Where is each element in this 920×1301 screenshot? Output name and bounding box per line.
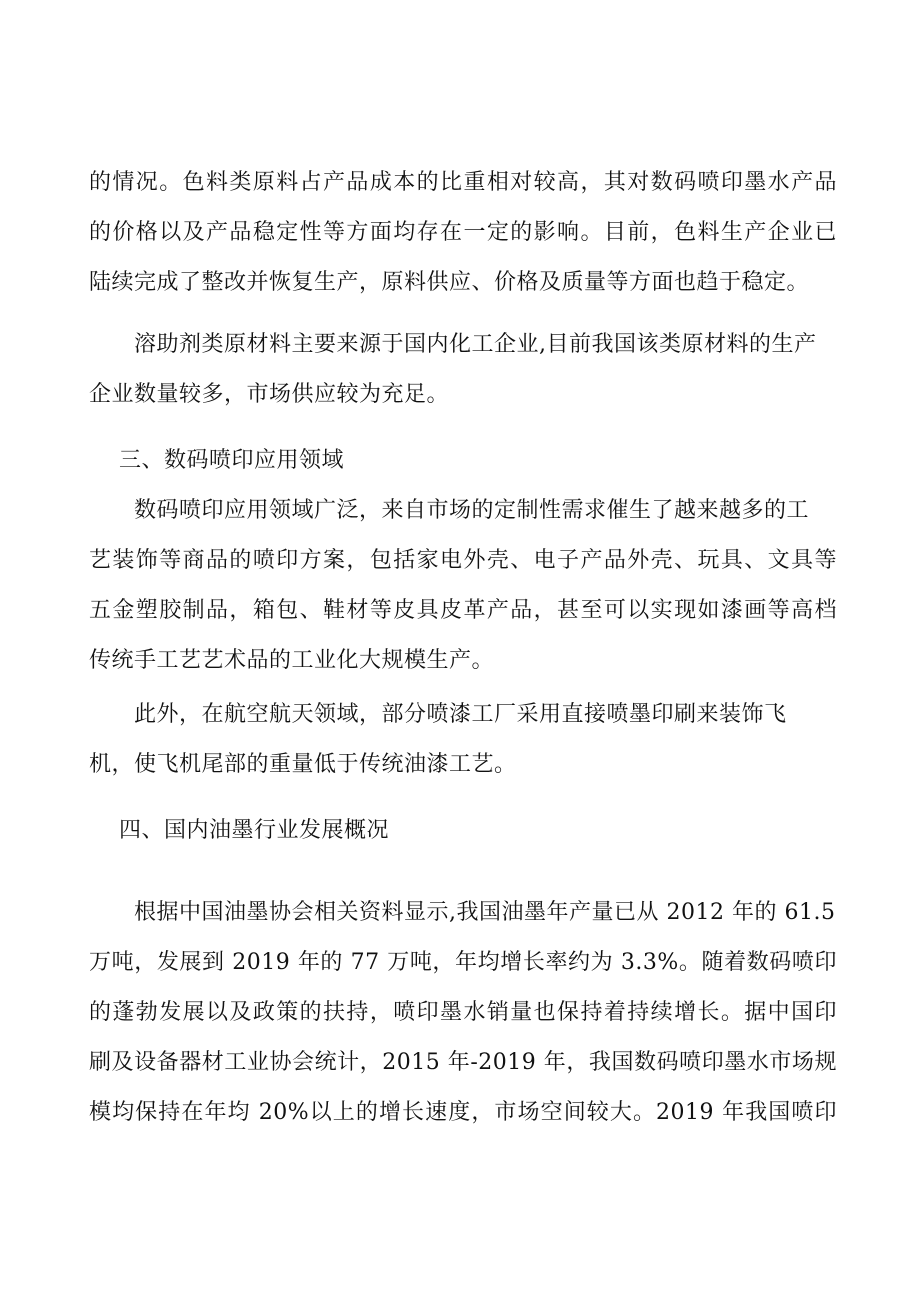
paragraph-3-line-1: 数码喷印应用领域广泛，来自市场的定制性需求催生了越来越多的工 [134, 498, 810, 523]
section-heading-3: 三、数码喷印应用领域 [119, 448, 345, 473]
paragraph-4-line-1: 此外，在航空航天领域，部分喷漆工厂采用直接喷墨印刷来装饰飞 [134, 702, 787, 727]
paragraph-1-line-3: 陆续完成了整改并恢复生产，原料供应、价格及质量等方面也趋于稳定。 [89, 270, 810, 295]
paragraph-1-line-1: 的情况。色料类原料占产品成本的比重相对较高，其对数码喷印墨水产品 [89, 170, 837, 195]
paragraph-5-line-1: 根据中国油墨协会相关资料显示,我国油墨年产量已从 2012 年的 61.5 [134, 900, 836, 925]
paragraph-5-line-2: 万吨，发展到 2019 年的 77 万吨，年均增长率约为 3.3%。随着数码喷印 [89, 950, 837, 975]
paragraph-1-line-2: 的价格以及产品稳定性等方面均存在一定的影响。目前，色料生产企业已 [89, 220, 837, 245]
paragraph-2-line-1: 溶助剂类原材料主要来源于国内化工企业,目前我国该类原材料的生产 [134, 332, 817, 357]
section-heading-4: 四、国内油墨行业发展概况 [119, 818, 390, 843]
paragraph-3-line-2: 艺装饰等商品的喷印方案，包括家电外壳、电子产品外壳、玩具、文具等 [89, 548, 837, 573]
paragraph-3-line-4: 传统手工艺艺术品的工业化大规模生产。 [89, 648, 495, 673]
paragraph-4-line-2: 机，使飞机尾部的重量低于传统油漆工艺。 [89, 752, 517, 777]
paragraph-5-line-3: 的蓬勃发展以及政策的扶持，喷印墨水销量也保持着持续增长。据中国印 [89, 1000, 837, 1025]
paragraph-5-line-4: 刷及设备器材工业协会统计，2015 年-2019 年，我国数码喷印墨水市场规 [89, 1050, 837, 1075]
paragraph-3-line-3: 五金塑胶制品，箱包、鞋材等皮具皮革产品，甚至可以实现如漆画等高档 [89, 598, 837, 623]
paragraph-5-line-5: 模均保持在年均 20%以上的增长速度，市场空间较大。2019 年我国喷印 [89, 1100, 837, 1125]
paragraph-2-line-2: 企业数量较多，市场供应较为充足。 [89, 382, 450, 407]
